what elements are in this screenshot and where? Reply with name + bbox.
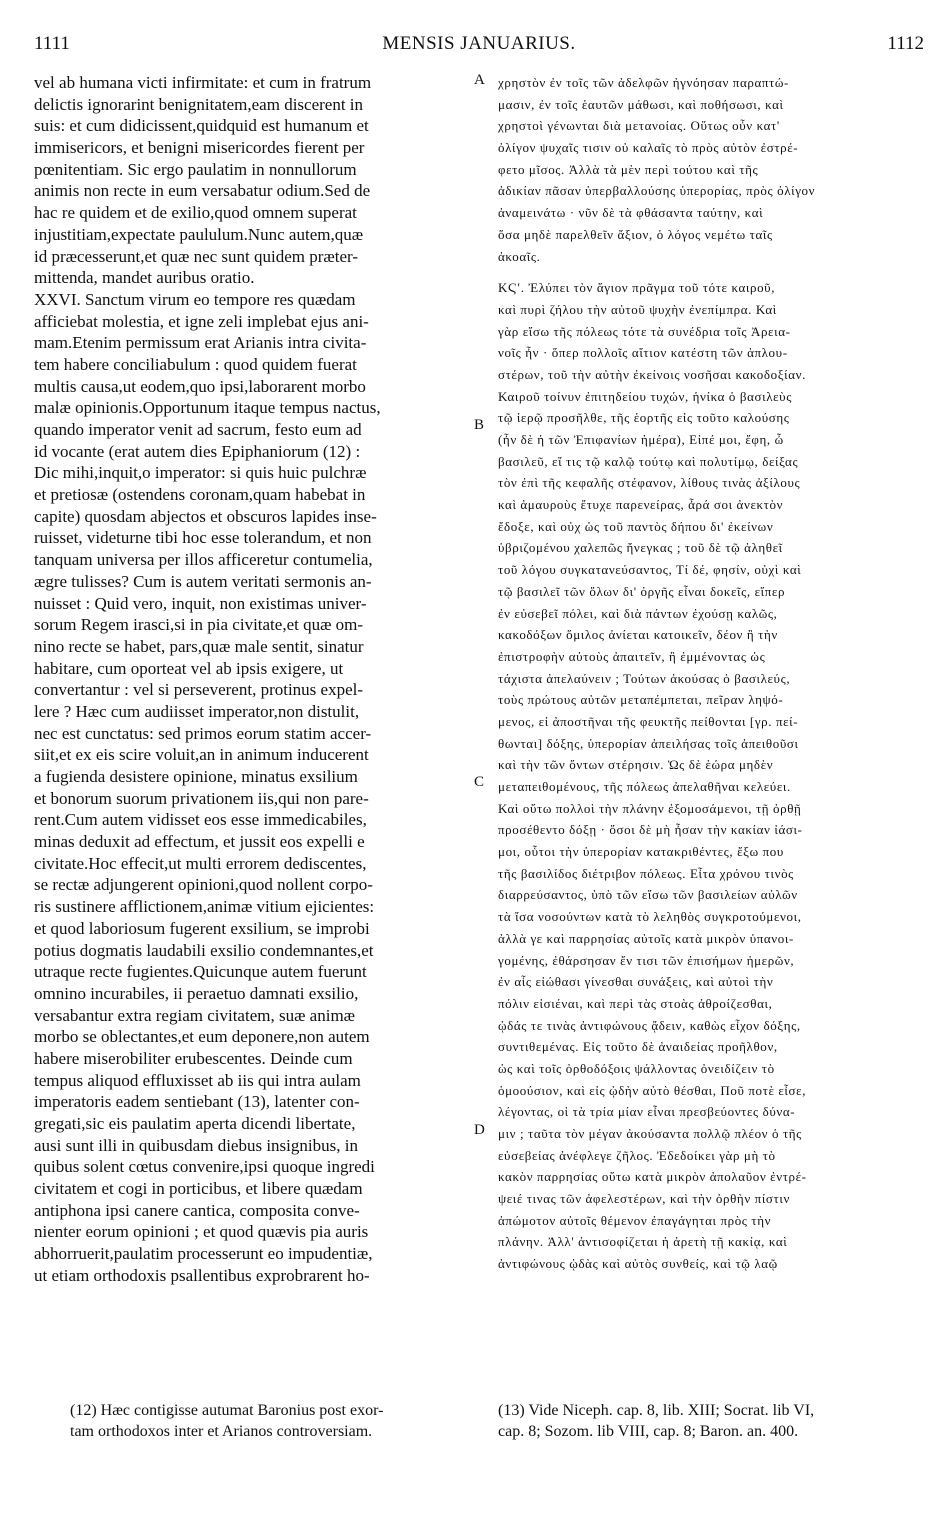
- greek-text-line: μιν ; ταῦτα τὸν μέγαν ἀκούσαντα πολλῷ πλέον ὁ τῆς: [498, 1126, 802, 1141]
- greek-text-line: τὸν ἐπὶ τῆς κεφαλῆς στέφανον, λίθους τινὰς ἀξίλους: [498, 475, 801, 491]
- greek-text-line: τοὺς πρώτους αὐτῶν μεταπέμπεται, πεῖραν ληψό-: [498, 692, 784, 708]
- latin-text-line: Dic mihi,inquit,o imperator: si quis huic pulchræ: [34, 463, 367, 483]
- greek-text-line: ᾠδάς τε τινὰς ἀντιφώνους ᾄδειν, καθὼς εἶχον δόξης,: [498, 1017, 801, 1033]
- greek-text-line: λέγοντας, οἱ τὰ τρία μίαν εἶναι πρεσβεύοντες δύνα-: [498, 1104, 796, 1120]
- greek-text-line: ἀντιφώνους ᾠδὰς καὶ αὐτὸς συνθείς, καὶ τῷ λαῷ: [498, 1256, 778, 1272]
- latin-text-line: quando imperator venit ad sacrum, festo eum ad: [34, 420, 362, 439]
- greek-text-line: θωνται] δόξης, ὑπερορίαν ἀπειλήσας τοῖς ἀπειθοῦσι: [498, 735, 799, 751]
- greek-text-line: ἀλλὰ γε καὶ παρρησίας αὐτοῖς κατὰ μικρὸν ὑπανοι-: [498, 930, 794, 946]
- latin-text-line: minas deduxit ad effectum, et jussit eos expelli e: [34, 832, 365, 852]
- greek-text-line: καὶ πυρὶ ζήλου τὴν αὐτοῦ ψυχὴν ἐνεπίμπρα. Καὶ: [498, 301, 777, 317]
- greek-text-line: (ἦν δὲ ἡ τῶν Ἐπιφανίων ἡμέρα), Εἰπέ μοι, ἔφη, ὦ: [498, 432, 784, 447]
- greek-text-line: ἐν αἷς εἰώθασι γίνεσθαι συνάξεις, καὶ αὐτοὶ τὴν: [498, 974, 774, 990]
- greek-text-line: μασιν, ἐν τοῖς ἑαυτῶν μάθωσι, καὶ ποθήσωσι, καὶ: [498, 96, 784, 112]
- latin-text-line: suis: et cum didicissent,quidquid est humanum et: [34, 116, 369, 136]
- latin-text-line: ut etiam orthodoxis psallentibus exprobrarent ho-: [34, 1265, 370, 1285]
- latin-text-line: capite) quosdam abjectos et obscuros lapides inse-: [34, 506, 377, 526]
- latin-text-line: nec est cunctatus: sed primos eorum statim accer-: [34, 723, 372, 743]
- greek-text-line: ἀναμεινάτω · νῦν δὲ τὰ φθάσαντα ταύτην, καὶ: [498, 205, 764, 221]
- latin-text-line: ægre tulisses? Cum is autem veritati sermonis an-: [34, 571, 372, 591]
- latin-text-line: et pretiosæ (ostendens coronam,quam habebat in: [34, 485, 366, 505]
- greek-text-line: ὑβριζομένου χαλεπῶς ἤνεγκας ; τοῦ δὲ τῷ ἀληθεῖ: [498, 540, 783, 556]
- latin-text-line: se rectæ adjungerent opinioni,quod nollent corpo-: [34, 875, 373, 895]
- greek-text-line: μενος, εἰ ἀποστῆναι τῆς φευκτῆς πείθονται [γρ. πεί-: [498, 713, 799, 729]
- latin-text-line: civitatem et cogi in porticibus, et libere quædam: [34, 1179, 363, 1199]
- greek-text-line: γομένης, ἐθάρσησαν ἔν τισι τῶν ἐπισήμων ἡμερῶν,: [498, 952, 795, 968]
- latin-text-line: pœnitentiam. Sic ergo paulatim in nonnullorum: [34, 159, 357, 179]
- latin-text-line: morbo se oblectantes,et eum deponere,non autem: [34, 1027, 370, 1047]
- greek-text-line: νοῖς ἦν · ὅπερ πολλοῖς αἴτιον κατέστη τῶν ἁπλου-: [498, 345, 788, 361]
- latin-text-line: id præcesserunt,et quæ nec sunt quidem præter-: [34, 246, 359, 266]
- latin-text-line: tanquam universa per illos afficeretur contumelia,: [34, 550, 373, 570]
- latin-text-line: abhorruerit,paulatim processerunt eo impudentiæ,: [34, 1244, 373, 1264]
- greek-text-line: ΚϚʹ. Ἐλύπει τὸν ἅγιον πρᾶγμα τοῦ τότε καιροῦ,: [498, 280, 776, 296]
- greek-text-line: καὶ ἀμαυροὺς ἔτυχε παρενείρας, ἆρά σοι ἀνεκτὸν: [498, 497, 784, 513]
- latin-text-line: convertantur : vel si perseverent, protinus expel-: [34, 680, 364, 700]
- latin-text-line: tempus aliquod effluxisset ab iis qui intra aulam: [34, 1070, 361, 1090]
- latin-text-line: sorum Regem irasci,si in pia civitate,et quæ om-: [34, 615, 364, 635]
- margin-letter-c: C: [474, 774, 485, 790]
- greek-text-line: Καὶ οὕτω πολλοὶ τὴν πλάνην ἐξομοσάμενοι, τῇ ὀρθῇ: [498, 800, 802, 816]
- latin-text-line: gregati,sic eis paulatim aperta dicendi libertate,: [34, 1114, 356, 1133]
- greek-text-line: τοῦ λόγου συγκατανεύσαντος, Τί δέ, φησίν, οὐχὶ καὶ: [498, 562, 802, 578]
- greek-text-line: καὶ τὴν τῶν ὄντων στέρησιν. Ὡς δὲ ἑώρα μηδὲν: [498, 757, 774, 773]
- latin-text-line: siit,et ex eis scire voluit,an in animum inducerent: [34, 745, 369, 765]
- greek-text-line: τὰ ἴσα νοσούντων κατὰ τὸ λεληθὸς συγκροτούμενοι,: [498, 909, 802, 925]
- latin-text-line: lere ? Hæc cum audiisset imperator,non distulit,: [34, 701, 360, 721]
- latin-text-line: omnino incurabiles, ii peraetuo damnati exsilio,: [34, 983, 359, 1003]
- latin-text-line: antiphona ipsi canere cantica, composita conve-: [34, 1200, 360, 1220]
- footnote-right: [498, 1400, 814, 1442]
- margin-letter-a: A: [474, 72, 485, 88]
- greek-text-line: τῷ ἱερῷ προσῆλθε, τῆς ἑορτῆς εἰς τοῦτο καλούσης: [498, 410, 790, 426]
- latin-text-line: versabantur extra regiam civitatem, suæ animæ: [34, 1005, 356, 1025]
- greek-text-line: ὅσα μηδὲ παρελθεῖν ἄξιον, ὁ λόγος νεμέτω ταῖς: [498, 226, 773, 242]
- greek-text-line: ἀδικίαν πᾶσαν ὑπερβαλλούσης ὑπερορίας, πρὸς ὀλίγον: [498, 183, 816, 199]
- latin-text-line: et bonorum suorum privationem iis,qui non pare-: [34, 788, 369, 808]
- latin-text-line: multis causa,ut eodem,quo ipsi,laborarent morbo: [34, 376, 366, 396]
- greek-text-line: ἐπιστροφὴν αὐτοὺς ἀπαιτεῖν, ἢ ἐμμένοντας ὡς: [498, 648, 766, 664]
- greek-text-line: βασιλεῦ, εἴ τις τῷ καλῷ τούτῳ καὶ πολυτίμῳ, δείξας: [498, 453, 799, 469]
- latin-text-line: a fugienda desistere opinione, minatus exsilium: [34, 767, 358, 786]
- greek-text-line: πόλιν εἰσιέναι, καὶ περὶ τὰς στοὰς ἀθροίζεσθαι,: [498, 995, 773, 1011]
- latin-text-line: id vocante (erat autem dies Epiphaniorum (12) :: [34, 441, 361, 461]
- latin-text-line: habere miserobiliter erubescentes. Deinde cum: [34, 1048, 353, 1068]
- latin-text-line: civitate.Hoc effecit,ut multi errorem dediscentes,: [34, 853, 367, 873]
- greek-text-line: τάχιστα ἀπελαύνειν ; Τούτων ἀκούσας ὁ βασιλεύς,: [498, 670, 791, 686]
- latin-text-line: mittenda, mandet auribus oratio.: [34, 268, 255, 288]
- greek-text-line: μεταπειθομένους, τῆς πόλεως ἀπελαθῆναι κελεύει.: [498, 779, 791, 794]
- footnote-line: tam orthodoxos inter et Arianos controversiam.: [70, 1423, 373, 1440]
- latin-text-line: quibus solent cœtus convenire,ipsi quoque ingredi: [34, 1157, 375, 1177]
- latin-text-line: XXVI. Sanctum virum eo tempore res quædam: [34, 289, 356, 309]
- greek-text-line: ἔδοξε, καὶ οὐχ ὡς τοῦ παντὸς δήπου δι' ἐκείνων: [498, 518, 774, 534]
- page-number-right: 1112: [887, 33, 924, 54]
- latin-text-line: ris sustinere afflictionem,animæ vitium ejicientes:: [34, 897, 375, 917]
- greek-text-line: κακοδόξων ὅμιλος ἀνίεται κατοικεῖν, δέον ἢ τὴν: [498, 627, 778, 643]
- greek-text-line: ὁμοούσιον, καὶ εἰς ᾠδὴν αὐτὸ θέσθαι, Ποῦ ποτὲ εἶσε,: [498, 1082, 807, 1098]
- latin-text-line: delictis ignorarint benignitatem,eam discerent in: [34, 94, 364, 114]
- running-title: MENSIS JANUARIUS.: [382, 33, 576, 54]
- latin-text-line: rent.Cum autem vidisset eos esse immedicabiles,: [34, 810, 367, 830]
- latin-text-line: animis non recte in eum versabatur odium.Sed de: [34, 181, 371, 201]
- latin-text-line: habitare, cum oporteat vel ab ipsis exigere, ut: [34, 658, 344, 678]
- greek-text-line: φετο μῖσος. Ἀλλὰ τὰ μὲν περὶ τούτου καὶ τῆς: [498, 161, 759, 177]
- latin-text-line: nino recte se habet, pars,quæ male sentit, sinatur: [34, 636, 364, 656]
- greek-text-line: χρηστὸν ἐν τοῖς τῶν ἀδελφῶν ἠγνόησαν παραπτώ-: [498, 75, 789, 90]
- greek-text-line: ὀλίγον ψυχαῖς τισιν οὐ καλαῖς τὸ πρὸς αὐτὸν ἐστρέ-: [498, 140, 799, 156]
- greek-column: [498, 72, 922, 1275]
- latin-text-line: imperatoris eadem sentiebant (13), latenter con-: [34, 1092, 360, 1112]
- greek-text-line: διαρρεύσαντος, ὑπὸ τῶν εἴσω τῶν βασιλείων αὐλῶν: [498, 887, 798, 903]
- greek-text-line: στέρων, τοῦ τὴν αὐτὴν ἐκείνοις νοσῆσαι κακοδοξίαν.: [498, 366, 806, 382]
- latin-text-line: et quod laboriosum fugerent exsilium, se improbi: [34, 918, 370, 938]
- running-header: [34, 33, 924, 57]
- footnote-line: (12) Hæc contigisse autumat Baronius post exor-: [70, 1402, 384, 1419]
- latin-text-line: nuisset : Quid vero, inquit, non existimas univer-: [34, 593, 367, 613]
- greek-text-line: ἀπώμοτον αὐτοῖς θέμενον ἐπαγάγηται πρὸς τὴν: [498, 1212, 772, 1228]
- greek-text-line: συντιθεμένας. Εἰς τοῦτο δὲ ἀναιδείας προῆλθον,: [498, 1039, 778, 1055]
- greek-text-line: κακὸν παρρησίας οὕτω κατὰ μικρὸν ἀπολαῦον ἐντρέ-: [498, 1169, 807, 1185]
- greek-text-line: μοι, οὗτοι τὴν ὑπερορίαν κατακριθέντες, ἔξω που: [498, 844, 784, 860]
- latin-column: [34, 72, 472, 1287]
- latin-text-line: immisericors, et benigni misericordes fierent per: [34, 138, 365, 158]
- latin-text-line: tem habere conciliabulum : quod quidem fuerat: [34, 354, 357, 374]
- footnote-line: (13) Vide Niceph. cap. 8, lib. XIII; Socrat. lib VI,: [498, 1402, 815, 1419]
- latin-text-line: afficiebat molestia, et igne zeli implebat ejus ani-: [34, 311, 369, 331]
- footnote-line: cap. 8; Sozom. lib VIII, cap. 8; Baron. an. 400.: [498, 1423, 799, 1440]
- greek-text-line: ψειέ τινας τῶν ἀφελεστέρων, καὶ τὴν ὀρθὴν πίστιν: [498, 1191, 790, 1207]
- greek-text-line: χρηστοὶ γένωνται διὰ μετανοίας. Οὕτως οὖν κατ': [498, 118, 780, 134]
- greek-text-line: ὡς καὶ τοῖς ὀρθοδόξοις ψάλλοντας ὀνειδίζειν τὸ: [498, 1060, 775, 1076]
- greek-text-line: τῆς βασιλίδος διέτριβον πόλεως. Εἶτα χρόνου τινὸς: [498, 865, 794, 881]
- latin-text-line: ruisset, videturne tibi hoc esse tolerandum, et non: [34, 528, 372, 548]
- latin-text-line: injustitiam,expectate paululum.Nunc autem,quæ: [34, 224, 364, 244]
- greek-text-line: εὐσεβείας ἀνέφλεγε ζῆλος. Ἐδεδοίκει γὰρ μὴ τὸ: [498, 1147, 776, 1163]
- latin-text-line: potius dogmatis laudabili exsilio condemnantes,et: [34, 940, 374, 960]
- latin-text-line: ausi sunt illi in quibusdam diebus insignibus, in: [34, 1135, 358, 1155]
- greek-text-line: τῷ βασιλεῖ τῶν ὅλων δι' ὀργῆς εἶναι δοκεῖς, εἴπερ: [498, 583, 786, 599]
- greek-text-line: ἀκοαῖς.: [498, 248, 541, 264]
- latin-text-line: nienter eorum opinioni ; et quod quævis pia auris: [34, 1222, 369, 1242]
- latin-text-line: vel ab humana victi infirmitate: et cum in fratrum: [34, 73, 372, 92]
- page-number-left: 1111: [34, 33, 70, 54]
- latin-text-line: malæ opinionis.Opportunum itaque tempus nactus,: [34, 398, 381, 418]
- latin-text-line: utraque recte fugientes.Quicunque autem fuerunt: [34, 962, 367, 982]
- footnote-left: [70, 1400, 383, 1442]
- greek-text-line: γὰρ εἴσω τῆς πόλεως τότε τὰ συνέδρια τοῖς Ἀρεια-: [498, 323, 791, 339]
- latin-text-line: hac re quidem et de exilio,quod omnem superat: [34, 203, 357, 223]
- margin-letter-b: B: [474, 417, 485, 433]
- greek-text-line: ἐν εὐσεβεῖ πόλει, καὶ διὰ πάντων ἐχούσῃ καλῶς,: [498, 605, 778, 621]
- latin-text-line: mam.Etenim permissum erat Arianis intra civita-: [34, 333, 367, 353]
- greek-text-line: προσέθεντο δόξῃ · ὅσοι δὲ μὴ ἦσαν τὴν κακίαν ἰάσι-: [498, 822, 803, 838]
- greek-text-line: Καιροῦ τοίνυν ἐπιτηδείου τυχών, ἡνίκα ὁ βασιλεὺς: [498, 388, 792, 404]
- greek-text-line: πλάνην. Ἀλλ' ἀντισοφίζεται ἡ ἀρετὴ τῇ κακίᾳ, καὶ: [498, 1234, 788, 1250]
- margin-letter-d: D: [474, 1122, 485, 1138]
